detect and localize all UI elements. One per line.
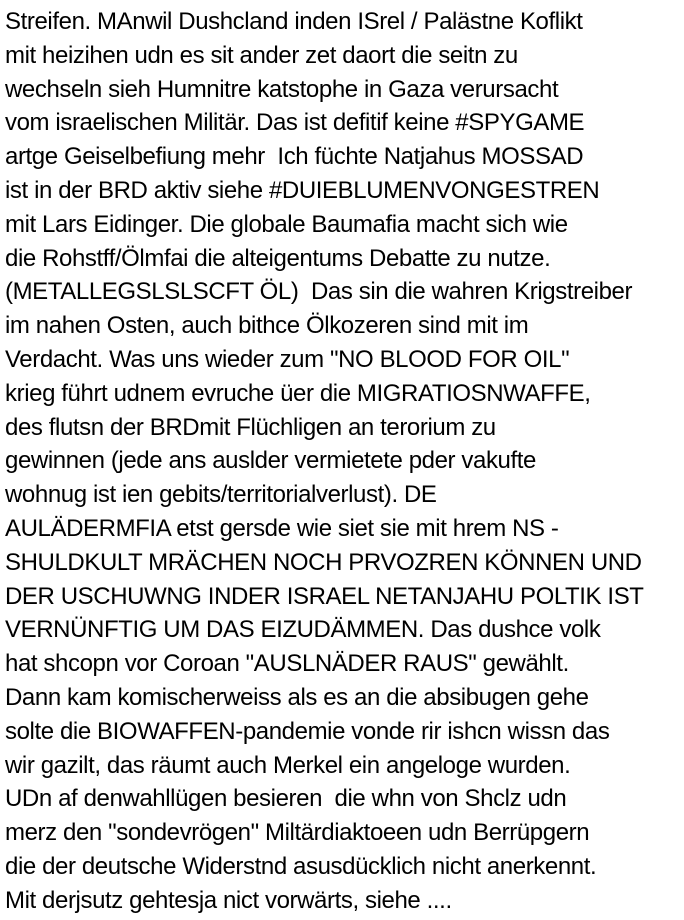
text-line: mit heizihen udn es sit ander zet daort die seitn zu <box>5 41 518 69</box>
text-line: UDn af denwahllügen besieren die whn von Shclz udn <box>5 785 567 813</box>
text-line: solte die BIOWAFFEN-pandemie vonde rir ishcn wissn das <box>5 717 610 745</box>
text-line: die der deutsche Widerstnd asusdücklich nicht anerkennt. <box>5 852 597 880</box>
text-line: merz den "sondevrögen" Miltärdiaktoeen udn Berrüpgern <box>5 819 590 847</box>
text-line: artge Geiselbefiung mehr Ich füchte Natjahus MOSSAD <box>5 143 584 171</box>
text-line: Dann kam komischerweiss als es an die absibugen gehe <box>5 683 589 711</box>
text-line: wechseln sieh Humnitre katstophe in Gaza verursacht <box>5 75 559 103</box>
text-line: wir gazilt, das räumt auch Merkel ein angeloge wurden. <box>5 751 571 779</box>
text-line: krieg führt udnem evruche üer die MIGRATIOSNWAFFE, <box>5 379 591 407</box>
text-line: Verdacht. Was uns wieder zum "NO BLOOD FOR OIL" <box>5 345 570 373</box>
text-line: hat shcopn vor Coroan "AUSLNÄDER RAUS" gewählt. <box>5 650 569 678</box>
text-line: des flutsn der BRDmit Flüchligen an terorium zu <box>5 413 496 441</box>
text-line: im nahen Osten, auch bithce Ölkozeren sind mit im <box>5 312 529 340</box>
text-line: SHULDKULT MRÄCHEN NOCH PRVOZREN KÖNNEN UND <box>5 548 642 576</box>
text-line: AULÄDERMFIA etst gersde wie siet sie mit hrem NS - <box>5 514 559 542</box>
text-line: VERNÜNFTIG UM DAS EIZUDÄMMEN. Das dushce volk <box>5 616 601 644</box>
text-line: gewinnen (jede ans auslder vermietete pder vakufte <box>5 447 536 475</box>
text-line: Streifen. MAnwil Dushcland inden ISrel / Palästne Koflikt <box>5 8 583 35</box>
text-line: ist in der BRD aktiv siehe #DUIEBLUMENVONGESTREN <box>5 176 600 204</box>
text-line: vom israelischen Militär. Das ist defitif keine #SPYGAME <box>5 109 585 137</box>
text-line: DER USCHUWNG INDER ISRAEL NETANJAHU POLTIK IST <box>5 582 644 610</box>
text-line: wohnug ist ien gebits/territorialverlust). DE <box>5 481 437 509</box>
text-line: mit Lars Eidinger. Die globale Baumafia macht sich wie <box>5 210 568 238</box>
text-line: die Rohstff/Ölmfai die alteigentums Debatte zu nutze. <box>5 244 551 272</box>
text-line: (METALLEGSLSLSCFT ÖL) Das sin die wahren Krigstreiber <box>5 278 633 306</box>
text-line: Mit derjsutz gehtesja nict vorwärts, siehe .... <box>5 886 452 914</box>
